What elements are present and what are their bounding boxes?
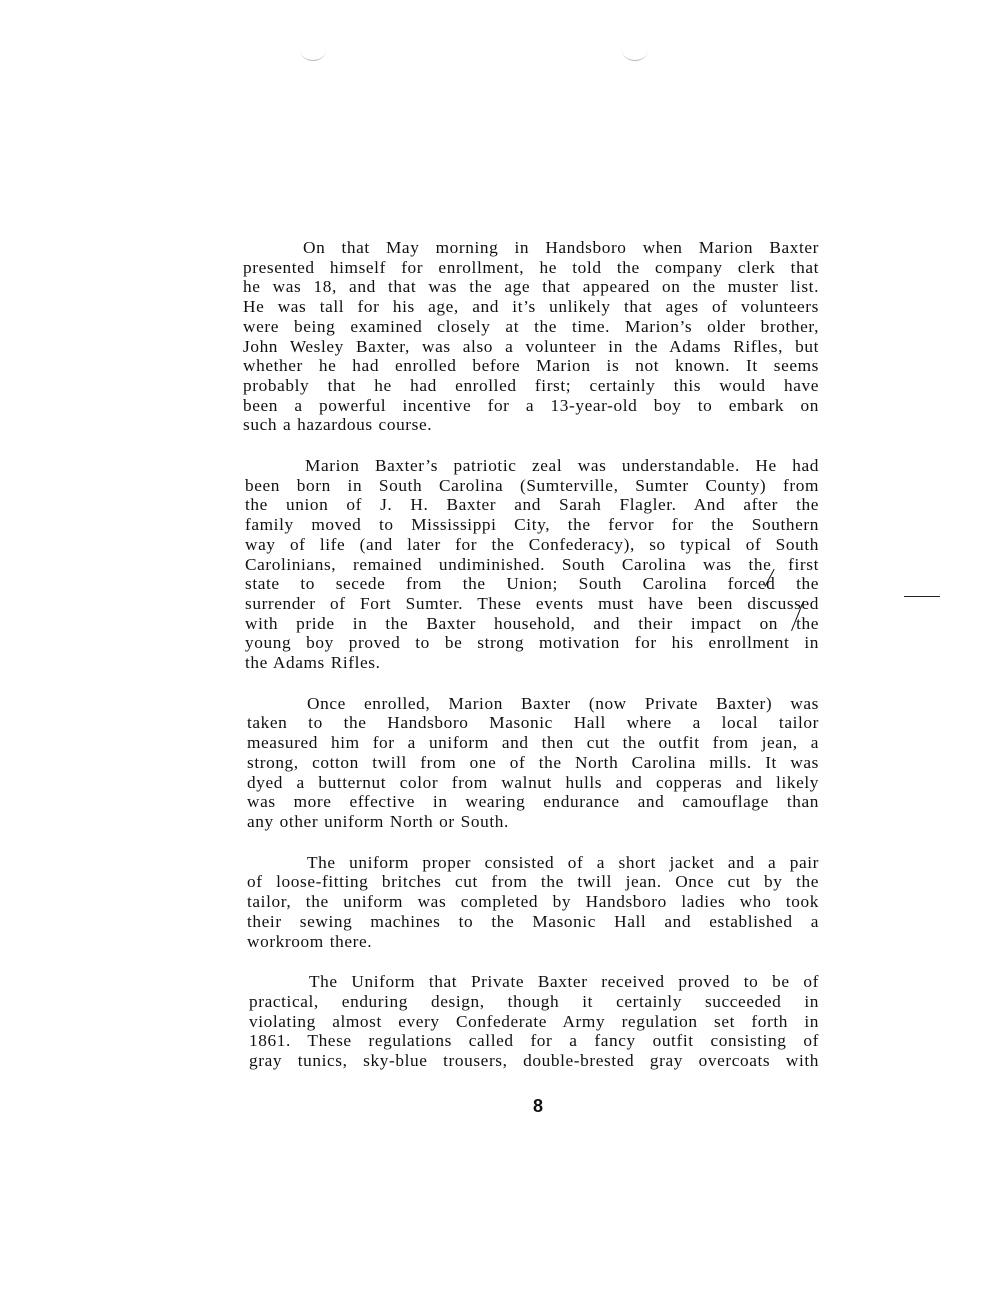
text-line: been born in South Carolina (Sumterville, Sumter County) from (245, 475, 819, 495)
text-line: The uniform proper consisted of a short jacket and a pair (307, 852, 819, 872)
text-line: been a powerful incentive for a 13-year-old boy to embark on (243, 395, 819, 415)
page-body (243, 238, 819, 1092)
text-line: he was 18, and that was the age that appeared on the muster list. (243, 277, 819, 297)
text-line: workroom there. (247, 931, 373, 951)
text-line: young boy proved to be strong motivation for his enrollment in (245, 633, 819, 653)
text-line: Once enrolled, Marion Baxter (now Private Baxter) was (307, 693, 819, 713)
text-line: with pride in the Baxter household, and their impact on the (245, 613, 819, 633)
text-line: taken to the Handsboro Masonic Hall where a local tailor (247, 713, 819, 733)
text-line: were being examined closely at the time. Marion’s older brother, (243, 316, 819, 336)
text-line: presented himself for enrollment, he told the company clerk that (243, 257, 819, 277)
text-line: probably that he had enrolled first; certainly this would have (243, 375, 819, 395)
text-line: was more effective in wearing endurance and camouflage than (247, 792, 819, 812)
text-line: On that May morning in Handsboro when Marion Baxter (303, 238, 819, 257)
punch-hole-mark-left (300, 40, 326, 61)
text-line: strong, cotton twill from one of the North Carolina mills. It was (247, 752, 819, 772)
text-line: the Adams Rifles. (245, 653, 381, 673)
paragraph-5 (249, 972, 819, 1071)
text-line: state to secede from the Union; South Carolina forced the (245, 574, 819, 594)
text-line: any other uniform North or South. (247, 811, 509, 831)
text-line: violating almost every Confederate Army regulation set forth in (249, 1011, 819, 1031)
text-line: of loose-fitting britches cut from the twill jean. Once cut by the (247, 872, 819, 892)
text-line: such a hazardous course. (243, 415, 433, 435)
text-line: measured him for a uniform and then cut the outfit from jean, a (247, 733, 819, 753)
text-line: the union of J. H. Baxter and Sarah Flagler. And after the (245, 495, 819, 515)
paragraph-2 (245, 456, 819, 673)
text-line: gray tunics, sky-blue trousers, double-brested gray overcoats with (249, 1051, 819, 1071)
text-line: He was tall for his age, and it’s unlikely that ages of volunteers (243, 297, 819, 317)
text-line: Carolinians, remained undiminished. South Carolina was the first (245, 554, 819, 574)
text-line: Marion Baxter’s patriotic zeal was understandable. He had (305, 456, 819, 476)
text-line: John Wesley Baxter, was also a volunteer in the Adams Rifles, but (243, 336, 819, 356)
page-number: 8 (533, 1096, 544, 1116)
text-line: family moved to Mississippi City, the fervor for the Southern (245, 515, 819, 535)
paragraph-4 (247, 853, 819, 952)
text-line: 1861. These regulations called for a fancy outfit consisting of (249, 1031, 819, 1051)
text-line: dyed a butternut color from walnut hulls and copperas and likely (247, 772, 819, 792)
margin-correction-dash (904, 596, 940, 597)
text-line: surrender of Fort Sumter. These events must have been discussed (245, 593, 819, 613)
punch-hole-mark-right (622, 40, 648, 61)
text-line: their sewing machines to the Masonic Hall and established a (247, 911, 819, 931)
text-line: way of life (and later for the Confederacy), so typical of South (245, 534, 819, 554)
text-line: whether he had enrolled before Marion is not known. It seems (243, 356, 819, 376)
text-line: The Uniform that Private Baxter received proved to be of (309, 972, 819, 992)
text-line: tailor, the uniform was completed by Handsboro ladies who took (247, 892, 819, 912)
paragraph-1 (243, 238, 819, 435)
paragraph-3 (247, 694, 819, 832)
text-line: practical, enduring design, though it certainly succeeded in (249, 991, 819, 1011)
